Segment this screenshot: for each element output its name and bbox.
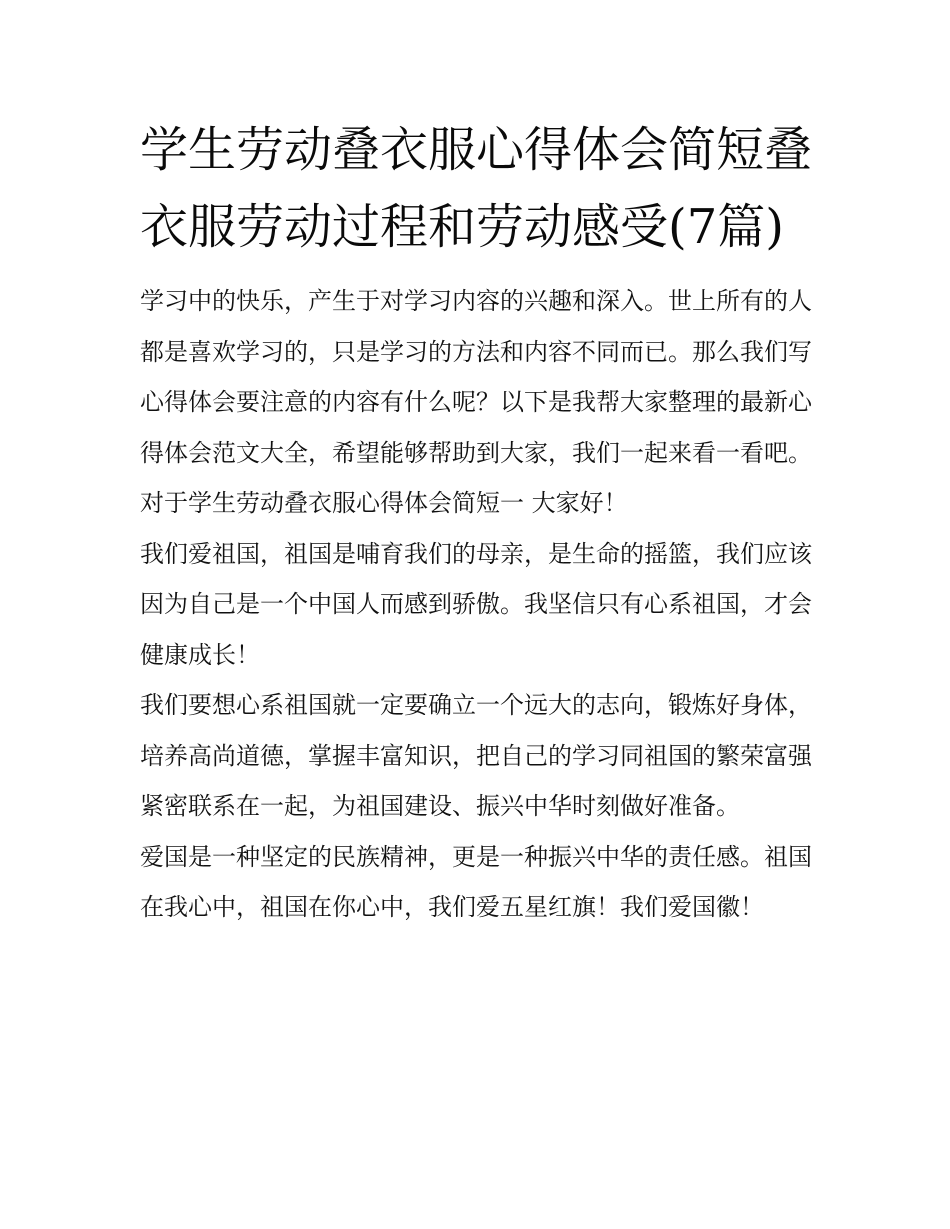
- paragraph-patriotism: 爱国是一种坚定的民族精神，更是一种振兴中华的责任感。祖国在我心中，祖国在你心中，我们爱五星红旗！我们爱国徽！: [140, 842, 812, 921]
- document-title: 学生劳动叠衣服心得体会简短叠衣服劳动过程和劳动感受(7篇): [140, 122, 813, 255]
- paragraph-ambition: 我们要想心系祖国就一定要确立一个远大的志向，锻炼好身体，培养高尚道德，掌握丰富知识，把自己的学习同祖国的繁荣富强紧密联系在一起，为祖国建设、振兴中华时刻做好准备。: [140, 691, 812, 820]
- document-page: [140, 112, 812, 933]
- document-body: [140, 276, 812, 933]
- paragraph-section-heading: 对于学生劳动叠衣服心得体会简短一 大家好！: [140, 489, 628, 517]
- paragraph-love-motherland: 我们爱祖国，祖国是哺育我们的母亲，是生命的摇篮，我们应该因为自己是一个中国人而感到骄傲。我坚信只有心系祖国，才会健康成长！: [140, 539, 812, 669]
- paragraph-intro: 学习中的快乐，产生于对学习内容的兴趣和深入。世上所有的人都是喜欢学习的，只是学习的方法和内容不同而已。那么我们写心得体会要注意的内容有什么呢？以下是我帮大家整理的最新心得体会范文大全，希望能够帮助到大家，我们一起来看一看吧。: [140, 287, 812, 467]
